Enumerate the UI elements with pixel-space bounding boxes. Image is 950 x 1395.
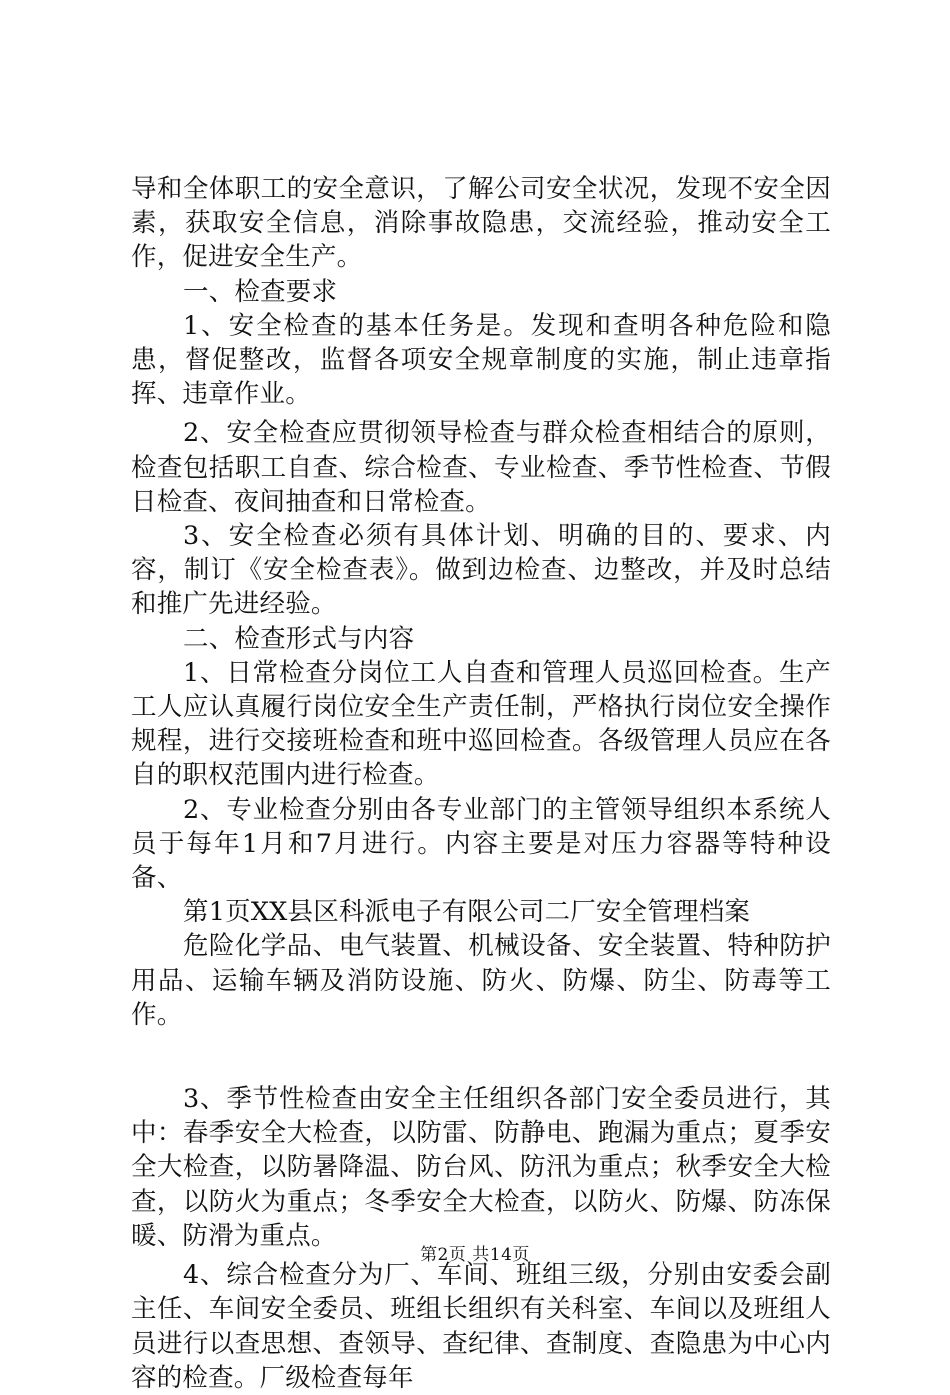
section-heading-inspection-forms: 二、检查形式与内容 — [183, 623, 415, 654]
page-footer: 第2页 共14页 — [420, 1245, 530, 1265]
blank-spacer — [131, 1032, 831, 1082]
paragraph-form-2-continuation: 危险化学品、电气装置、机械设备、安全装置、特种防护用品、运输车辆及消防设施、防火、防爆、防尘、防毒等工作。 — [131, 931, 831, 1030]
embedded-page-header: 第1页XX县区科派电子有限公司二厂安全管理档案 — [183, 897, 751, 928]
paragraph-form-1: 1、日常检查分岗位工人自查和管理人员巡回检查。生产工人应认真履行岗位安全生产责任制，严格执行岗位安全操作规程，进行交接班检查和班中巡回检查。各级管理人员应在各自的职权范围内进行检查。 — [131, 657, 831, 791]
document-body — [131, 172, 831, 1395]
paragraph-form-3: 3、季节性检查由安全主任组织各部门安全委员进行，其中：春季安全大检查，以防雷、防静电、跑漏为重点；夏季安全大检查，以防暑降温、防台风、防汛为重点；秋季安全大检查，以防火为重点；冬季安全大检查，以防火、防爆、防冻保暖、防滑为重点。 — [131, 1084, 831, 1251]
paragraph-intro-continuation: 导和全体职工的安全意识，了解公司安全状况，发现不安全因素，获取安全信息，消除事故隐患，交流经验，推动安全工作，促进安全生产。 — [131, 174, 831, 273]
paragraph-form-4: 4、综合检查分为厂、车间、班组三级，分别由安委会副主任、车间安全委员、班组长组织有关科室、车间以及班组人员进行以查思想、查领导、查纪律、查制度、查隐患为中心内容的检查。厂级检查每年 — [131, 1260, 831, 1393]
section-heading-inspection-requirements: 一、检查要求 — [183, 276, 338, 307]
paragraph-requirement-3: 3、安全检查必须有具体计划、明确的目的、要求、内容，制订《安全检查表》。做到边检查、边整改，并及时总结和推广先进经验。 — [131, 521, 831, 620]
paragraph-form-2: 2、专业检查分别由各专业部门的主管领导组织本系统人员于每年1月和7月进行。内容主要是对压力容器等特种设备、 — [131, 794, 831, 894]
paragraph-requirement-2: 2、安全检查应贯彻领导检查与群众检查相结合的原则，检查包括职工自查、综合检查、专业检查、季节性检查、节假日检查、夜间抽查和日常检查。 — [131, 418, 831, 517]
paragraph-requirement-1: 1、安全检查的基本任务是。发现和查明各种危险和隐患，督促整改，监督各项安全规章制度的实施，制止违章指挥、违章作业。 — [131, 310, 831, 410]
